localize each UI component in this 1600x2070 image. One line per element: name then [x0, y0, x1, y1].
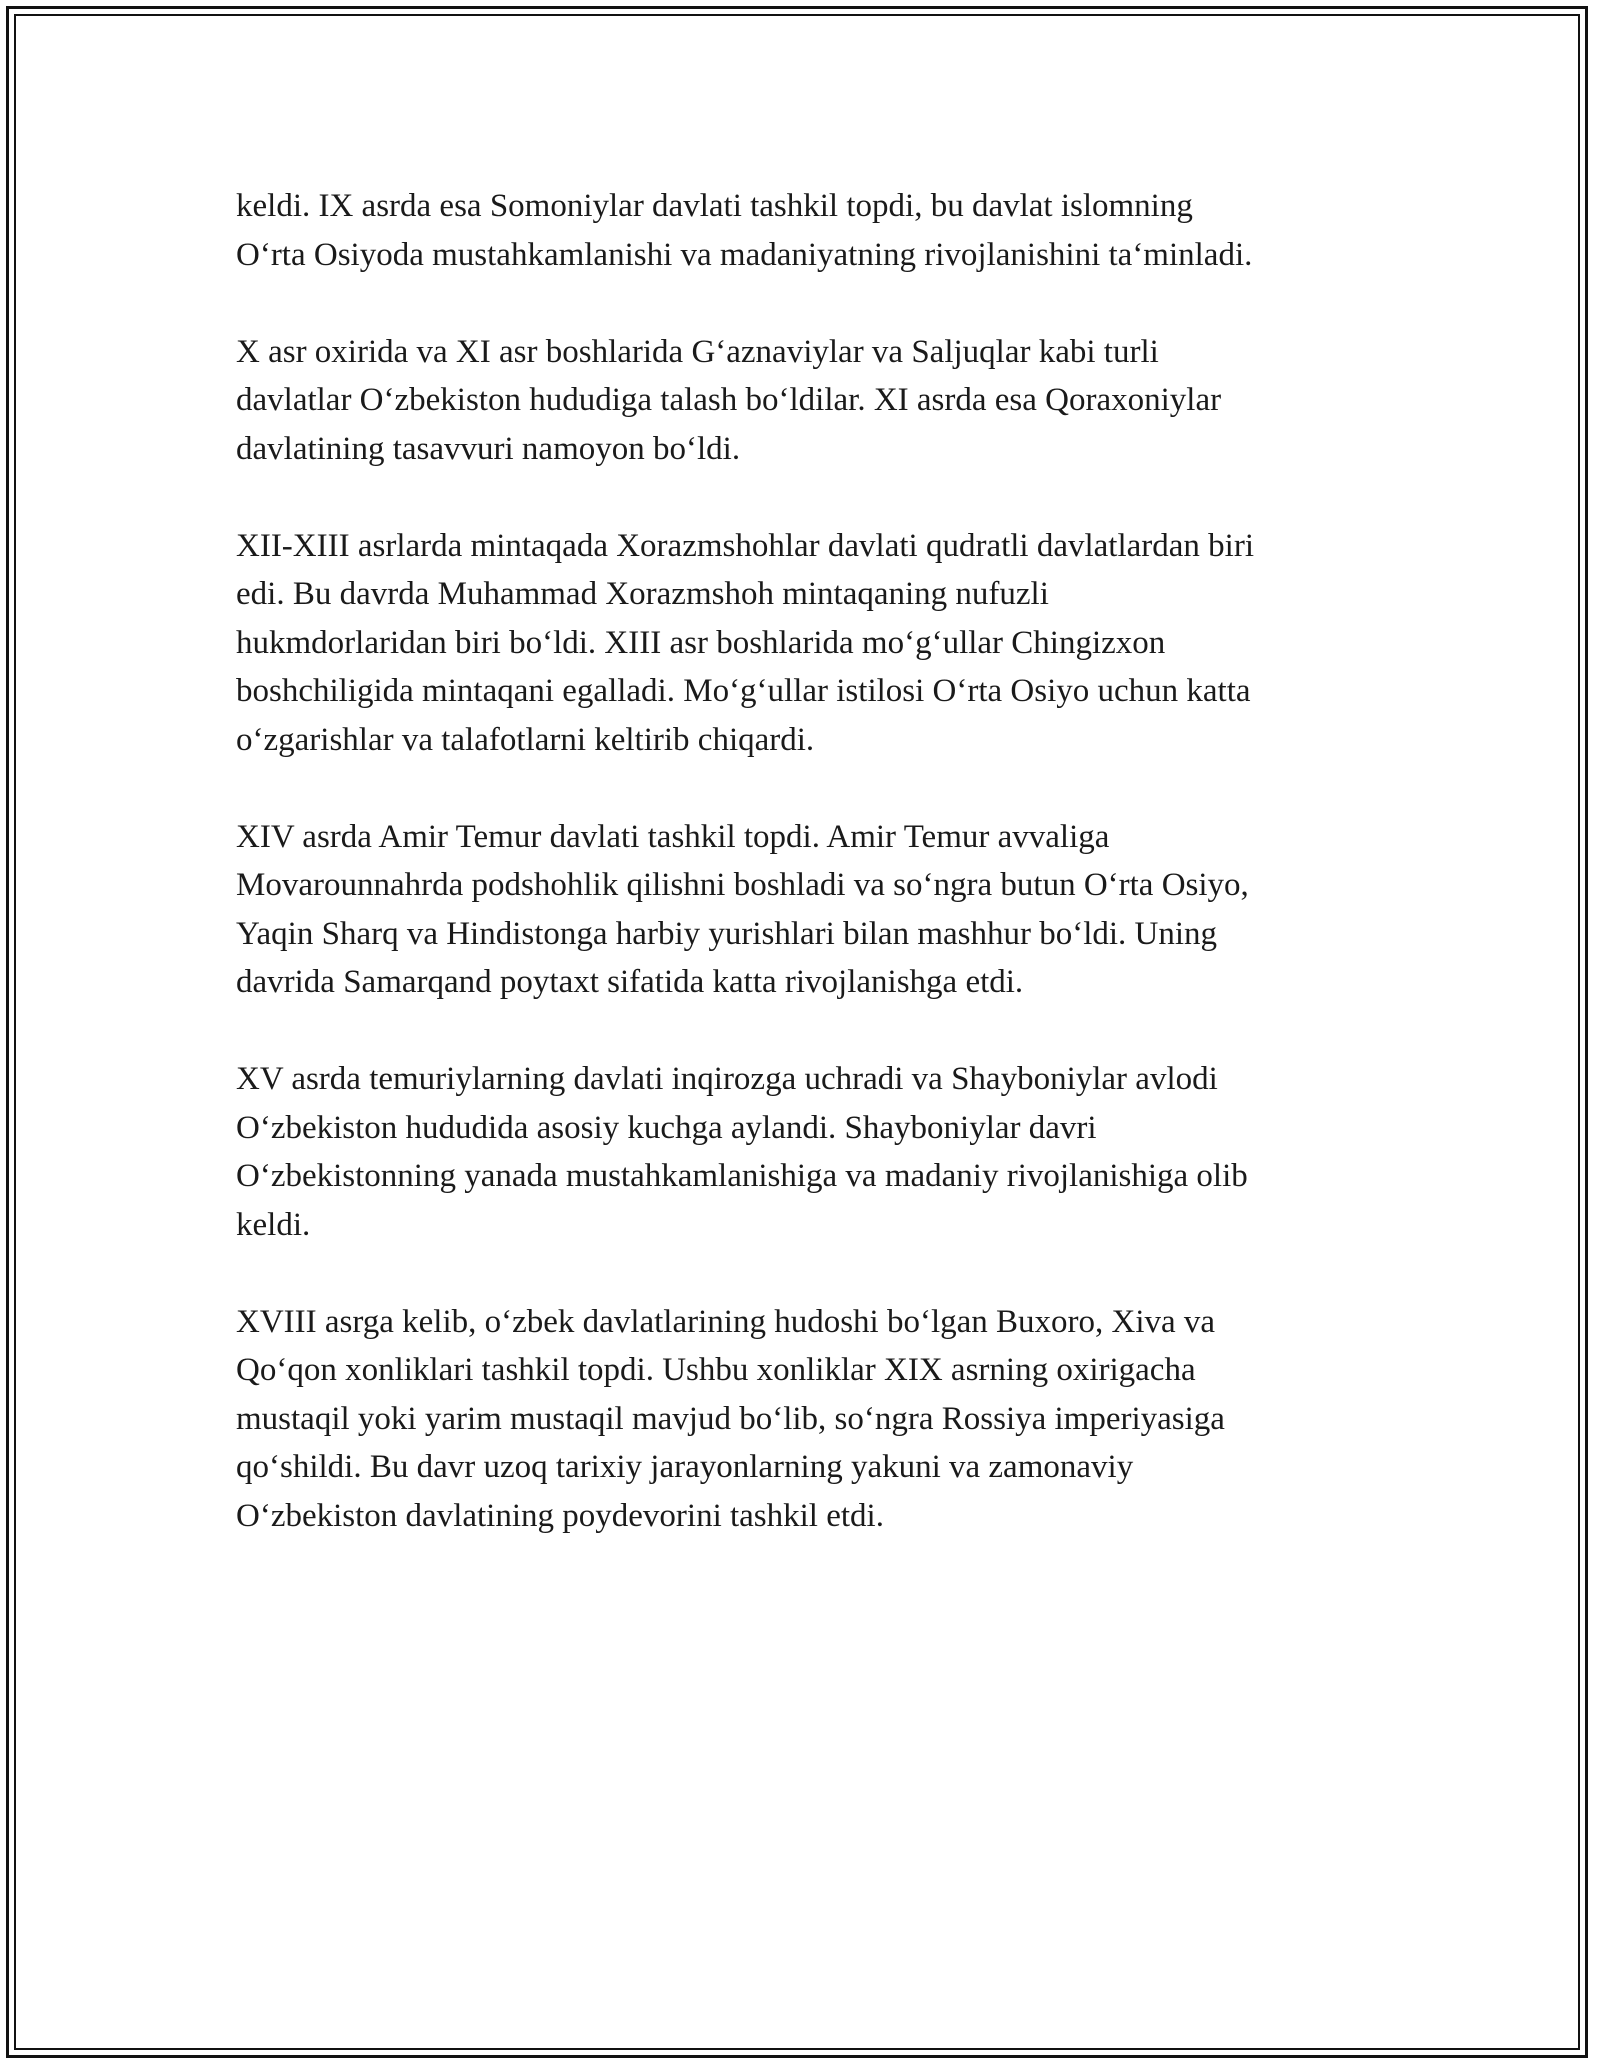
- text-line: qo‘shildi. Bu davr uzoq tarixiy jarayonlarning yakuni va zamonaviy: [236, 1449, 1134, 1485]
- text-line: edi. Bu davrda Muhammad Xorazmshoh mintaqaning nufuzli: [236, 576, 1049, 612]
- text-line: O‘zbekiston hududida asosiy kuchga aylandi. Shayboniylar davri: [236, 1109, 1097, 1146]
- text-line: O‘zbekiston davlatining poydevorini tashkil etdi.: [236, 1497, 884, 1534]
- paragraph: [236, 1055, 1386, 1249]
- text-line: Qo‘qon xonliklari tashkil topdi. Ushbu xonliklar XIX asrning oxirigacha: [236, 1352, 1196, 1388]
- text-line: XII-XIII asrlarda mintaqada Xorazmshohlar davlati qudratli davlatlardan biri: [236, 527, 1255, 564]
- paragraph: [236, 1298, 1386, 1541]
- text-line: davrida Samarqand poytaxt sifatida katta rivojlanishga etdi.: [236, 964, 1024, 1000]
- text-line: mustaqil yoki yarim mustaqil mavjud bo‘lib, so‘ngra Rossiya imperiyasiga: [236, 1400, 1225, 1437]
- paragraph: [236, 813, 1386, 1007]
- text-line: keldi.: [236, 1206, 311, 1243]
- document-body: [236, 182, 1386, 1589]
- paragraph: [236, 182, 1386, 279]
- text-line: XVIII asrga kelib, o‘zbek davlatlarining hudoshi bo‘lgan Buxoro, Xiva va: [236, 1303, 1216, 1340]
- text-line: O‘zbekistonning yanada mustahkamlanishiga va madaniy rivojlanishiga olib: [236, 1158, 1248, 1194]
- text-line: boshchiligida mintaqani egalladi. Mo‘g‘ullar istilosi O‘rta Osiyo uchun katta: [236, 673, 1251, 709]
- text-line: O‘rta Osiyoda mustahkamlanishi va madaniyatning rivojlanishini ta‘minladi.: [236, 236, 1253, 273]
- text-line: o‘zgarishlar va talafotlarni keltirib chiqardi.: [236, 721, 815, 758]
- paragraph: [236, 522, 1386, 765]
- text-line: davlatining tasavvuri namoyon bo‘ldi.: [236, 430, 741, 467]
- text-line: XIV asrda Amir Temur davlati tashkil topdi. Amir Temur avvaliga: [236, 818, 1110, 855]
- text-line: hukmdorlaridan biri bo‘ldi. XIII asr boshlarida mo‘g‘ullar Chingizxon: [236, 624, 1166, 661]
- text-line: XV asrda temuriylarning davlati inqirozga uchradi va Shayboniylar avlodi: [236, 1061, 1218, 1097]
- text-line: Movarounnahrda podshohlik qilishni boshladi va so‘ngra butun O‘rta Osiyo,: [236, 867, 1249, 903]
- paragraph: [236, 328, 1386, 474]
- text-line: keldi. IX asrda esa Somoniylar davlati tashkil topdi, bu davlat islomning: [236, 188, 1193, 224]
- text-line: Yaqin Sharq va Hindistonga harbiy yurishlari bilan mashhur bo‘ldi. Uning: [236, 915, 1218, 952]
- text-line: davlatlar O‘zbekiston hududiga talash bo‘ldilar. XI asrda esa Qoraxoniylar: [236, 382, 1222, 418]
- text-line: X asr oxirida va XI asr boshlarida G‘aznaviylar va Saljuqlar kabi turli: [236, 333, 1159, 370]
